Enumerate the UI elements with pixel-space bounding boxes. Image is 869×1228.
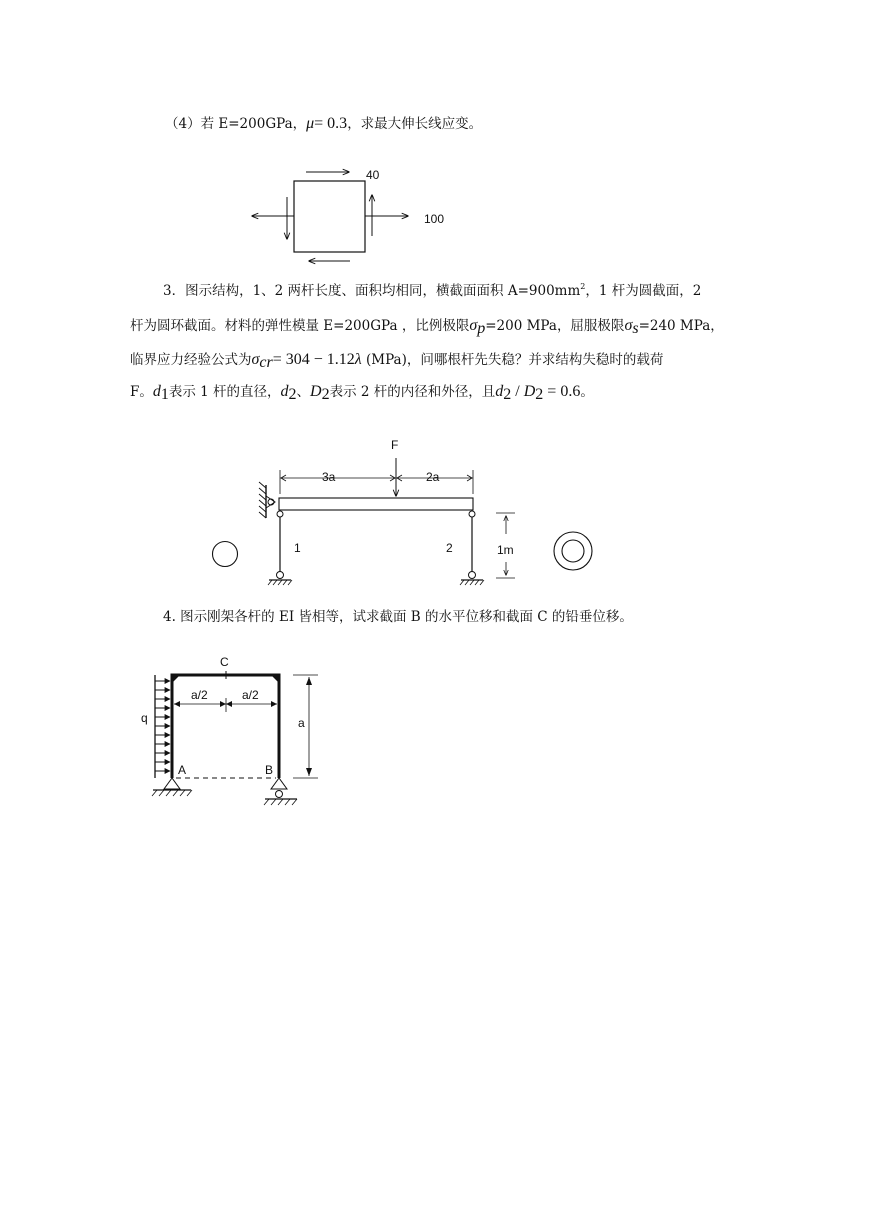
sigma-s-subscript: s — [632, 320, 639, 337]
D2-subscript: 2 — [321, 386, 330, 403]
problem3-line4-c: 、 — [296, 384, 311, 400]
frame-members — [172, 675, 279, 778]
height-label: 1m — [497, 543, 514, 557]
point-b-label: B — [265, 763, 274, 777]
ratio-D-subscript: 2 — [535, 386, 544, 403]
point-c-label: C — [220, 655, 229, 669]
problem3-line2-b: =200 MPa，屈服极限 — [485, 318, 625, 334]
half-left-label: a/2 — [191, 688, 208, 702]
ratio-d: d — [495, 383, 504, 400]
load-q-label: q — [141, 711, 148, 725]
ratio-d-subscript: 2 — [503, 386, 512, 403]
d2-symbol: d — [280, 383, 289, 400]
half-right-label: a/2 — [242, 688, 259, 702]
support-b — [271, 778, 287, 789]
distributed-load-arrows — [155, 681, 170, 771]
d1-symbol: d — [152, 383, 161, 400]
sigma-p-subscript: p — [477, 320, 486, 337]
area-unit-superscript: 2 — [580, 282, 586, 291]
q4-prefix: （4）若 E=200GPa， — [165, 116, 307, 132]
problem3-line4-b: 表示 1 杆的直径， — [168, 384, 281, 400]
problem3-line1-text: 3．图示结构，1、2 两杆长度、面积均相同，横截面面积 A=900mm — [163, 283, 581, 299]
height-a-label: a — [298, 716, 305, 730]
mu-symbol: μ — [306, 115, 315, 132]
normal-label: 100 — [424, 212, 445, 226]
point-a-label: A — [178, 763, 187, 777]
shear-label: 40 — [366, 168, 380, 182]
d2-subscript: 2 — [288, 386, 297, 403]
ratio-D: D — [523, 383, 536, 400]
problem3-line4-d: 表示 2 杆的内径和外径，且 — [329, 384, 496, 400]
problem3-line4-a: F。 — [130, 384, 153, 400]
mu-value: = 0.3 — [314, 115, 348, 132]
problem3-line2-a: 杆为圆环截面。材料的弹性模量 E=200GPa ，比例极限 — [130, 318, 470, 334]
span-right-label: 2a — [426, 470, 440, 484]
sigma-cr-symbol: σ — [251, 351, 260, 368]
lambda-symbol: λ — [354, 351, 362, 368]
span-left-label: 3a — [322, 470, 336, 484]
problem4-text: 4. 图示刚架各杆的 EI 皆相等，试求截面 B 的水平位移和截面 C 的铅垂位移。 — [163, 609, 633, 625]
ratio-slash: / — [511, 383, 524, 400]
critical-stress-formula: = 304 − 1.12 — [272, 351, 355, 368]
bar-1-label: 1 — [294, 541, 301, 555]
ratio-value: = 0.6 — [543, 383, 581, 400]
load-label: F — [391, 438, 399, 452]
bar-2-label: 2 — [446, 541, 453, 555]
d1-subscript: 1 — [160, 386, 169, 403]
support-a — [164, 778, 180, 789]
problem3-line2-c: =240 MPa， — [638, 318, 724, 334]
problem3-line3-a: 临界应力经验公式为 — [130, 352, 252, 368]
sigma-p-symbol: σ — [469, 317, 478, 334]
problem3-line1-tail: ，1 杆为圆截面，2 — [585, 283, 702, 299]
problem3-line3-b: (MPa)，问哪根杆先失稳？并求结构失稳时的载荷 — [361, 352, 664, 368]
sigma-cr-subscript: cr — [259, 354, 273, 371]
sigma-s-symbol: σ — [624, 317, 633, 334]
problem3-line4-end: 。 — [580, 384, 594, 400]
q4-suffix: ，求最大伸长线应变。 — [347, 116, 483, 132]
D2-symbol: D — [310, 383, 322, 400]
